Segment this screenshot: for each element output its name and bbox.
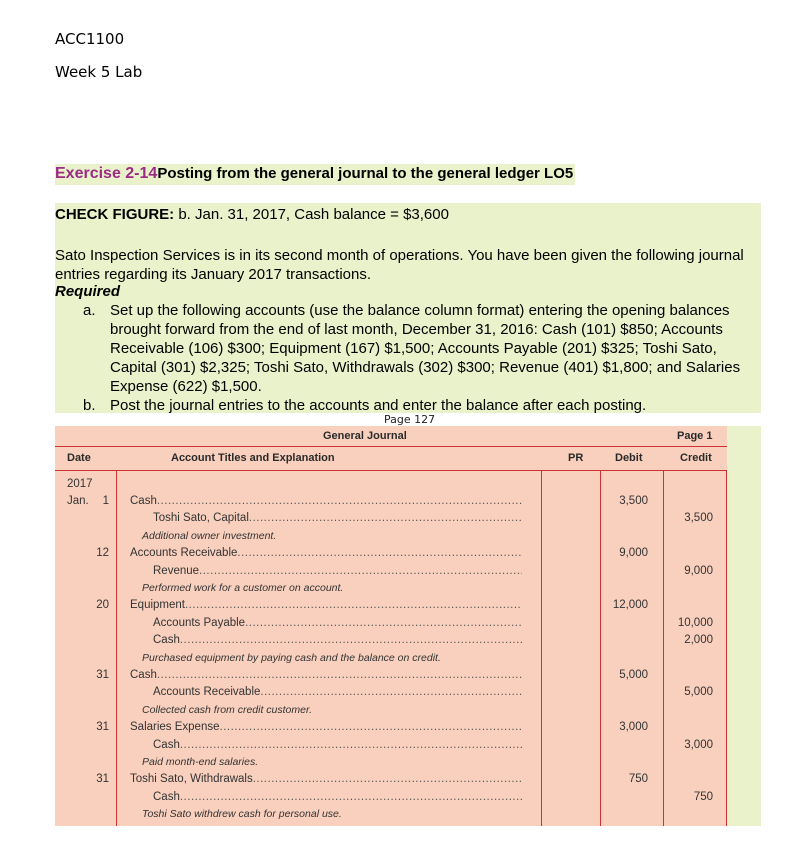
entry-debit: 12,000 [612, 599, 648, 612]
leader-dots [253, 773, 522, 785]
journal-entry-row [55, 634, 727, 651]
entry-day: 31 [96, 773, 109, 786]
leader-dots [180, 791, 522, 803]
exercise-title: Posting from the general journal to the general ledger LO5 [157, 165, 574, 182]
entry-explanation: Toshi Sato withdrew cash for personal use. [142, 808, 342, 821]
entry-account-title: Accounts Payable [153, 616, 246, 629]
entry-account-title: Salaries Expense [130, 721, 220, 734]
entry-debit: 9,000 [619, 547, 648, 560]
entry-account-title: Revenue [153, 564, 200, 577]
journal-entry-row [55, 565, 727, 582]
requirement-a [83, 301, 753, 396]
entry-account [153, 565, 522, 577]
entry-account [153, 686, 522, 698]
account-header: Account Titles and Explanation [171, 452, 335, 464]
journal-entry-row [55, 599, 727, 616]
requirements-list [83, 301, 753, 415]
entry-account [130, 721, 522, 733]
debit-header: Debit [615, 452, 643, 464]
entry-account [153, 512, 522, 524]
entry-account [130, 495, 522, 507]
check-figure [55, 206, 449, 223]
entry-account-title: Toshi Sato, Capital [153, 512, 249, 525]
leader-dots [157, 669, 522, 681]
entry-account-title: Toshi Sato, Withdrawals [130, 773, 253, 786]
entry-account [153, 739, 522, 751]
journal-entry-row [55, 617, 727, 634]
entry-debit: 5,000 [619, 669, 648, 681]
entry-explanation: Additional owner investment. [142, 529, 277, 542]
entry-account-title: Cash [153, 790, 180, 803]
check-figure-text: b. Jan. 31, 2017, Cash balance = $3,600 [174, 206, 449, 223]
entry-account-title: Cash [130, 495, 157, 507]
journal-entry-row [55, 686, 727, 703]
entry-day: 1 [102, 495, 109, 507]
entry-credit: 3,500 [684, 512, 713, 525]
journal-entry-row [55, 773, 727, 790]
entry-account [130, 773, 522, 785]
entry-explanation: Purchased equipment by paying cash and the balance on credit. [142, 651, 441, 664]
entry-credit: 10,000 [677, 616, 713, 629]
required-heading: Required [55, 283, 121, 300]
entry-debit: 3,500 [619, 495, 648, 507]
journal-entry-row [55, 791, 727, 808]
entry-explanation: Paid month-end salaries. [142, 756, 259, 768]
requirement-text: Post the journal entries to the accounts and enter the balance after each posting. [110, 397, 647, 414]
leader-dots [245, 617, 522, 629]
requirement-label: a. [83, 302, 96, 319]
journal-title: General Journal [323, 430, 407, 442]
leader-dots [157, 495, 522, 507]
entry-account [130, 547, 522, 559]
journal-column-headers [55, 447, 727, 471]
entry-account [130, 599, 522, 611]
exercise-label: Exercise 2-14 [55, 165, 158, 182]
leader-dots [249, 512, 522, 524]
entry-credit: 9,000 [684, 564, 713, 577]
entry-account-title: Cash [153, 738, 180, 751]
entry-day: 31 [96, 721, 109, 734]
leader-dots [220, 721, 523, 733]
entry-account-title: Accounts Receivable [153, 686, 261, 699]
journal-title-bar [55, 426, 727, 447]
date-header: Date [67, 452, 91, 464]
entry-account [153, 634, 522, 646]
check-figure-label: CHECK FIGURE: [55, 206, 175, 223]
entry-account-title: Cash [130, 669, 157, 681]
journal-year: 2017 [67, 478, 93, 490]
intro-paragraph: Sato Inspection Services is in its second month of operations. You have been given the following journal entries regarding its January 2017 transactions. [55, 247, 744, 283]
side-highlight [727, 426, 761, 826]
week-label: Week 5 Lab [55, 63, 143, 81]
journal-explanation-row [55, 652, 727, 669]
journal-explanation-row [55, 704, 727, 721]
entry-account [130, 669, 522, 681]
entry-account-title: Accounts Receivable [130, 547, 238, 560]
entry-account-title: Cash [153, 634, 180, 647]
entry-account-title: Equipment [130, 599, 185, 612]
course-code: ACC1100 [55, 30, 125, 48]
pr-header: PR [568, 452, 584, 464]
entry-day: 20 [96, 599, 109, 612]
page-number: Page 127 [384, 413, 436, 426]
journal-entry-row [55, 495, 727, 512]
entry-account [153, 791, 522, 803]
requirement-label: b. [83, 397, 96, 414]
leader-dots [199, 565, 522, 577]
entry-credit: 750 [693, 790, 713, 803]
entry-debit: 3,000 [619, 721, 648, 734]
journal-entry-row [55, 669, 727, 686]
journal-entry-row [55, 739, 727, 756]
credit-header: Credit [680, 452, 712, 464]
leader-dots [237, 547, 522, 559]
general-journal-image [55, 426, 727, 826]
journal-page-label: Page 1 [677, 430, 713, 442]
journal-explanation-row [55, 530, 727, 547]
entry-credit: 3,000 [684, 738, 713, 751]
entry-explanation: Collected cash from credit customer. [142, 703, 313, 716]
requirement-text: Set up the following accounts (use the balance column format) entering the opening balances brought forward from the end of last month, December 31, 2016: Cash (101) $850; Accounts Receivable (106) $300; Equipment (167) $1,500; Accounts Payable (201) $325; Toshi Sato, Capital (301) $2,325; Toshi Sato, Withdrawals (302) $300; Revenue (401) $1,800; and Salaries Expense (622) $1,500. [110, 302, 741, 395]
leader-dots [185, 599, 522, 611]
leader-dots [180, 634, 522, 646]
entry-account [153, 617, 522, 629]
exercise-heading [55, 164, 575, 185]
journal-explanation-row [55, 756, 727, 773]
leader-dots [260, 686, 522, 698]
journal-entry-row [55, 512, 727, 529]
entry-day: 31 [96, 669, 109, 681]
journal-entry-row [55, 721, 727, 738]
journal-explanation-row [55, 582, 727, 599]
journal-explanation-row [55, 808, 727, 825]
entry-explanation: Performed work for a customer on account. [142, 582, 344, 594]
journal-entry-row [55, 547, 727, 564]
entry-credit: 2,000 [684, 634, 713, 647]
entry-day: 12 [96, 547, 109, 560]
leader-dots [180, 739, 522, 751]
entry-month: Jan. [67, 495, 89, 507]
entry-debit: 750 [628, 773, 648, 786]
entry-credit: 5,000 [684, 686, 713, 699]
